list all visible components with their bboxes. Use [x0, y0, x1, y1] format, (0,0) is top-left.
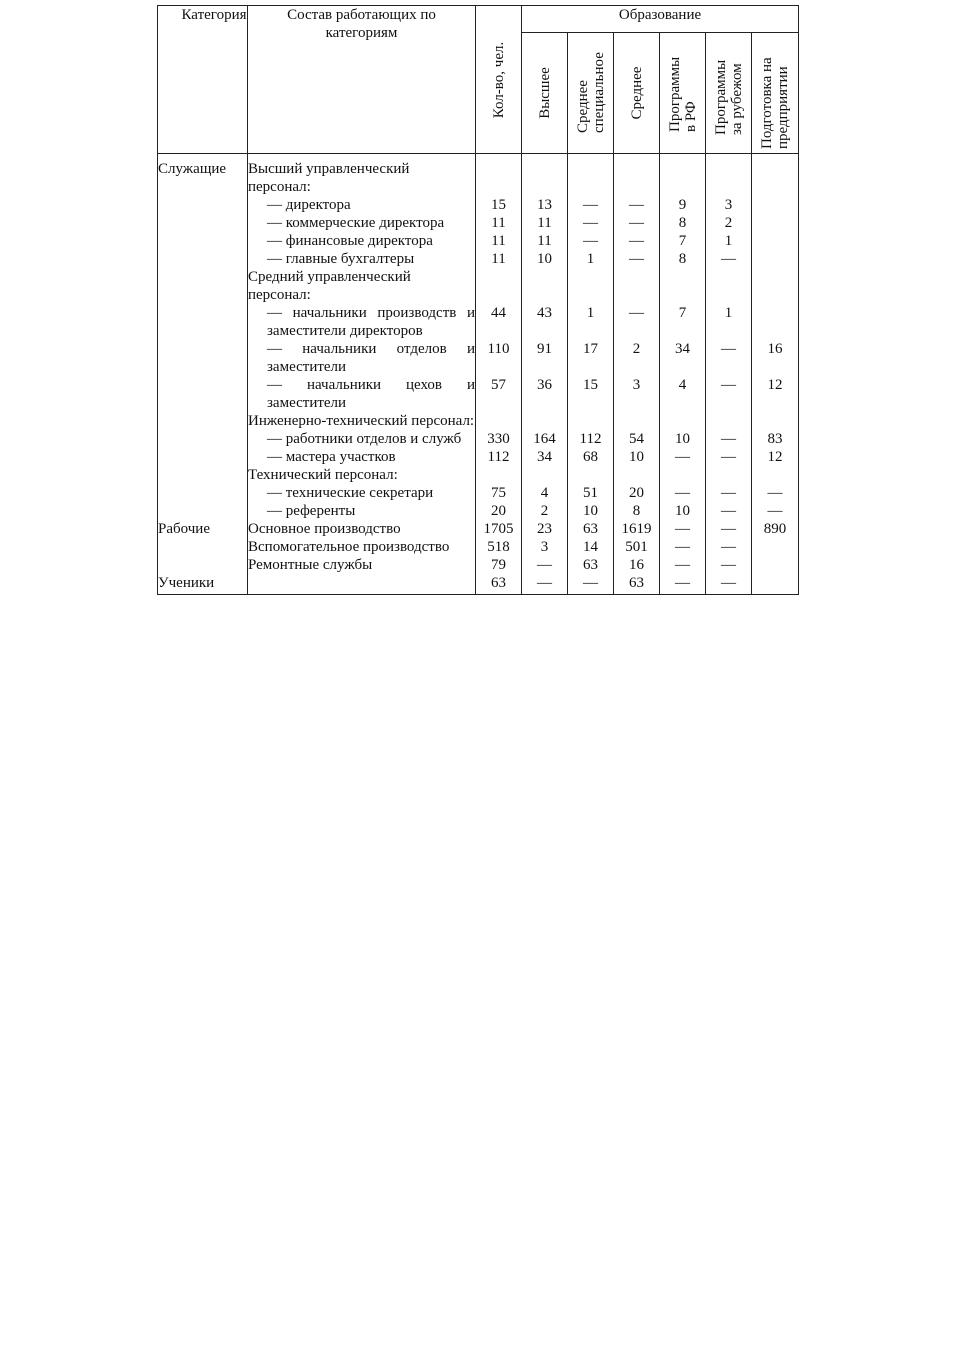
cell-composition: Основное производство: [248, 520, 476, 538]
cell-category: [158, 376, 248, 412]
header-secondary: [614, 33, 660, 154]
cell-category: [158, 466, 248, 484]
table-row: [158, 304, 799, 340]
cell-secondary: 10: [614, 448, 660, 466]
cell-category: [158, 430, 248, 448]
cell-count: 79: [476, 556, 522, 574]
cell-programs-rf: —: [660, 556, 706, 574]
table-header: [158, 6, 799, 154]
cell-higher: 10: [522, 250, 568, 268]
cell-programs-abroad: —: [706, 484, 752, 502]
cell-programs-rf: [660, 268, 706, 304]
cell-secondary-special: 10: [568, 502, 614, 520]
cell-secondary: —: [614, 232, 660, 250]
cell-higher: 11: [522, 232, 568, 250]
header-composition-label: Состав работающих по категориям: [287, 7, 436, 41]
cell-composition: — референты: [248, 502, 476, 520]
cell-secondary: —: [614, 304, 660, 340]
cell-higher: 36: [522, 376, 568, 412]
cell-programs-rf: 10: [660, 502, 706, 520]
header-secondary-label: Среднее: [628, 66, 645, 120]
cell-higher: 11: [522, 214, 568, 232]
cell-category: [158, 556, 248, 574]
cell-secondary: —: [614, 196, 660, 214]
cell-composition: Вспомогательное производство: [248, 538, 476, 556]
cell-higher: [522, 412, 568, 430]
cell-composition: — мастера участков: [248, 448, 476, 466]
cell-programs-rf: —: [660, 484, 706, 502]
cell-category: [158, 214, 248, 232]
cell-programs-rf: —: [660, 574, 706, 595]
header-count-label: Кол-во, чел.: [490, 41, 507, 118]
cell-programs-rf: 8: [660, 250, 706, 268]
cell-programs-abroad: —: [706, 430, 752, 448]
cell-secondary-special: [568, 412, 614, 430]
cell-higher: 13: [522, 196, 568, 214]
cell-programs-rf: —: [660, 520, 706, 538]
cell-secondary-special: —: [568, 574, 614, 595]
cell-enterprise-training: [752, 196, 799, 214]
cell-higher: [522, 268, 568, 304]
cell-category: [158, 232, 248, 250]
cell-higher: —: [522, 556, 568, 574]
cell-programs-abroad: [706, 466, 752, 484]
table-row: [158, 232, 799, 250]
cell-category: [158, 196, 248, 214]
cell-secondary-special: —: [568, 214, 614, 232]
cell-programs-abroad: —: [706, 538, 752, 556]
cell-programs-rf: [660, 154, 706, 197]
cell-secondary: 501: [614, 538, 660, 556]
cell-category: [158, 304, 248, 340]
cell-secondary-special: 68: [568, 448, 614, 466]
cell-secondary-special: [568, 154, 614, 197]
cell-higher: 91: [522, 340, 568, 376]
table-row: [158, 466, 799, 484]
cell-composition: — работники отделов и служб: [248, 430, 476, 448]
table-row: [158, 574, 799, 595]
header-programs-rf-label: Программы в РФ: [666, 56, 699, 132]
cell-secondary-special: 51: [568, 484, 614, 502]
header-education-group: Образование: [522, 6, 799, 33]
table-row: [158, 214, 799, 232]
cell-composition: Средний управленческий персонал:: [248, 268, 476, 304]
table-row: [158, 538, 799, 556]
cell-programs-rf: 34: [660, 340, 706, 376]
table-row: [158, 412, 799, 430]
cell-programs-rf: [660, 412, 706, 430]
cell-category: [158, 268, 248, 304]
cell-count: 1705: [476, 520, 522, 538]
cell-count: [476, 268, 522, 304]
cell-count: 15: [476, 196, 522, 214]
header-secondary-special: [568, 33, 614, 154]
cell-programs-abroad: [706, 154, 752, 197]
cell-enterprise-training: [752, 556, 799, 574]
cell-enterprise-training: [752, 268, 799, 304]
header-enterprise-training-label: Подготовка на предприятии: [759, 57, 792, 149]
cell-secondary: 2: [614, 340, 660, 376]
cell-category: [158, 340, 248, 376]
cell-secondary-special: 14: [568, 538, 614, 556]
table-row: [158, 154, 799, 197]
header-programs-rf: [660, 33, 706, 154]
cell-programs-rf: 8: [660, 214, 706, 232]
cell-programs-abroad: —: [706, 556, 752, 574]
cell-secondary: [614, 154, 660, 197]
cell-programs-rf: —: [660, 448, 706, 466]
cell-category: [158, 448, 248, 466]
cell-secondary: 63: [614, 574, 660, 595]
header-composition: [248, 6, 476, 154]
cell-category: [158, 502, 248, 520]
cell-enterprise-training: [752, 232, 799, 250]
cell-composition: — начальники цехов и заместители: [248, 376, 476, 412]
cell-programs-rf: 9: [660, 196, 706, 214]
cell-secondary-special: 1: [568, 304, 614, 340]
cell-composition: — главные бухгалтеры: [248, 250, 476, 268]
cell-enterprise-training: —: [752, 502, 799, 520]
table-row: [158, 556, 799, 574]
cell-programs-abroad: [706, 268, 752, 304]
cell-enterprise-training: [752, 304, 799, 340]
cell-category: Служащие: [158, 154, 248, 197]
cell-secondary-special: —: [568, 196, 614, 214]
cell-secondary: [614, 466, 660, 484]
cell-count: 20: [476, 502, 522, 520]
cell-secondary-special: 17: [568, 340, 614, 376]
table-row: [158, 448, 799, 466]
cell-enterprise-training: [752, 250, 799, 268]
table-row: [158, 430, 799, 448]
cell-enterprise-training: [752, 574, 799, 595]
cell-secondary: —: [614, 250, 660, 268]
cell-higher: 2: [522, 502, 568, 520]
cell-programs-abroad: 2: [706, 214, 752, 232]
cell-count: 63: [476, 574, 522, 595]
cell-secondary: [614, 412, 660, 430]
cell-composition: — коммерческие директора: [248, 214, 476, 232]
table-row: [158, 376, 799, 412]
cell-count: 57: [476, 376, 522, 412]
staff-education-table: [157, 5, 799, 595]
cell-composition: — директора: [248, 196, 476, 214]
table-row: [158, 484, 799, 502]
cell-category: [158, 484, 248, 502]
cell-count: 11: [476, 250, 522, 268]
cell-composition: Высший управленческий персонал:: [248, 154, 476, 197]
cell-enterprise-training: 83: [752, 430, 799, 448]
cell-secondary: 8: [614, 502, 660, 520]
cell-secondary-special: 112: [568, 430, 614, 448]
cell-secondary: 20: [614, 484, 660, 502]
cell-higher: 3: [522, 538, 568, 556]
cell-programs-rf: 4: [660, 376, 706, 412]
cell-secondary-special: —: [568, 232, 614, 250]
cell-count: 112: [476, 448, 522, 466]
cell-count: [476, 466, 522, 484]
cell-composition: Ремонтные службы: [248, 556, 476, 574]
table-row: [158, 196, 799, 214]
header-secondary-special-label: Среднее специальное: [574, 52, 607, 133]
cell-secondary: 16: [614, 556, 660, 574]
cell-programs-rf: 7: [660, 304, 706, 340]
header-higher: [522, 33, 568, 154]
cell-secondary: [614, 268, 660, 304]
cell-count: 44: [476, 304, 522, 340]
cell-enterprise-training: [752, 466, 799, 484]
cell-higher: 164: [522, 430, 568, 448]
cell-higher: 34: [522, 448, 568, 466]
cell-count: 75: [476, 484, 522, 502]
cell-programs-abroad: —: [706, 340, 752, 376]
cell-higher: 4: [522, 484, 568, 502]
table-row: [158, 502, 799, 520]
cell-composition: — начальники отделов и заместители: [248, 340, 476, 376]
cell-programs-abroad: —: [706, 448, 752, 466]
cell-higher: 23: [522, 520, 568, 538]
header-programs-abroad: [706, 33, 752, 154]
cell-count: 11: [476, 214, 522, 232]
cell-enterprise-training: 12: [752, 448, 799, 466]
cell-enterprise-training: 890: [752, 520, 799, 538]
cell-programs-rf: [660, 466, 706, 484]
cell-count: 330: [476, 430, 522, 448]
cell-composition: — технические секретари: [248, 484, 476, 502]
cell-programs-abroad: —: [706, 376, 752, 412]
cell-programs-abroad: [706, 412, 752, 430]
cell-secondary: 1619: [614, 520, 660, 538]
cell-secondary: —: [614, 214, 660, 232]
cell-secondary-special: 63: [568, 520, 614, 538]
cell-count: 110: [476, 340, 522, 376]
cell-programs-abroad: 1: [706, 304, 752, 340]
cell-secondary-special: 1: [568, 250, 614, 268]
cell-secondary-special: 15: [568, 376, 614, 412]
cell-programs-rf: —: [660, 538, 706, 556]
table-row: [158, 268, 799, 304]
cell-enterprise-training: [752, 538, 799, 556]
cell-programs-rf: 7: [660, 232, 706, 250]
cell-enterprise-training: —: [752, 484, 799, 502]
cell-secondary: 54: [614, 430, 660, 448]
header-enterprise-training: [752, 33, 799, 154]
cell-programs-abroad: —: [706, 520, 752, 538]
header-programs-abroad-label: Программы за рубежом: [712, 59, 745, 135]
cell-count: 518: [476, 538, 522, 556]
table-row: [158, 340, 799, 376]
cell-category: Рабочие: [158, 520, 248, 538]
cell-programs-abroad: —: [706, 250, 752, 268]
cell-composition: Технический персонал:: [248, 466, 476, 484]
cell-programs-abroad: 1: [706, 232, 752, 250]
header-category: [158, 6, 248, 154]
cell-programs-rf: 10: [660, 430, 706, 448]
cell-secondary: 3: [614, 376, 660, 412]
cell-composition: — начальники производств и заместители директоров: [248, 304, 476, 340]
cell-count: [476, 154, 522, 197]
cell-enterprise-training: [752, 412, 799, 430]
table-row: [158, 520, 799, 538]
cell-secondary-special: [568, 268, 614, 304]
cell-category: [158, 538, 248, 556]
cell-secondary-special: 63: [568, 556, 614, 574]
cell-enterprise-training: [752, 214, 799, 232]
table-body: [158, 154, 799, 595]
cell-enterprise-training: 16: [752, 340, 799, 376]
cell-higher: [522, 466, 568, 484]
cell-higher: 43: [522, 304, 568, 340]
header-higher-label: Высшее: [536, 67, 553, 119]
cell-category: [158, 412, 248, 430]
cell-programs-abroad: —: [706, 502, 752, 520]
cell-composition: — финансовые директора: [248, 232, 476, 250]
cell-composition: Инженерно-технический персонал:: [248, 413, 475, 429]
cell-enterprise-training: 12: [752, 376, 799, 412]
header-category-label: Категория: [181, 7, 247, 23]
cell-count: 11: [476, 232, 522, 250]
cell-category: [158, 250, 248, 268]
cell-higher: —: [522, 574, 568, 595]
cell-secondary-special: [568, 466, 614, 484]
cell-enterprise-training: [752, 154, 799, 197]
cell-composition: [248, 574, 476, 595]
cell-programs-abroad: 3: [706, 196, 752, 214]
cell-category: Ученики: [158, 574, 248, 595]
cell-count: [476, 412, 522, 430]
cell-higher: [522, 154, 568, 197]
cell-programs-abroad: —: [706, 574, 752, 595]
header-count: [476, 6, 522, 154]
table-row: [158, 250, 799, 268]
